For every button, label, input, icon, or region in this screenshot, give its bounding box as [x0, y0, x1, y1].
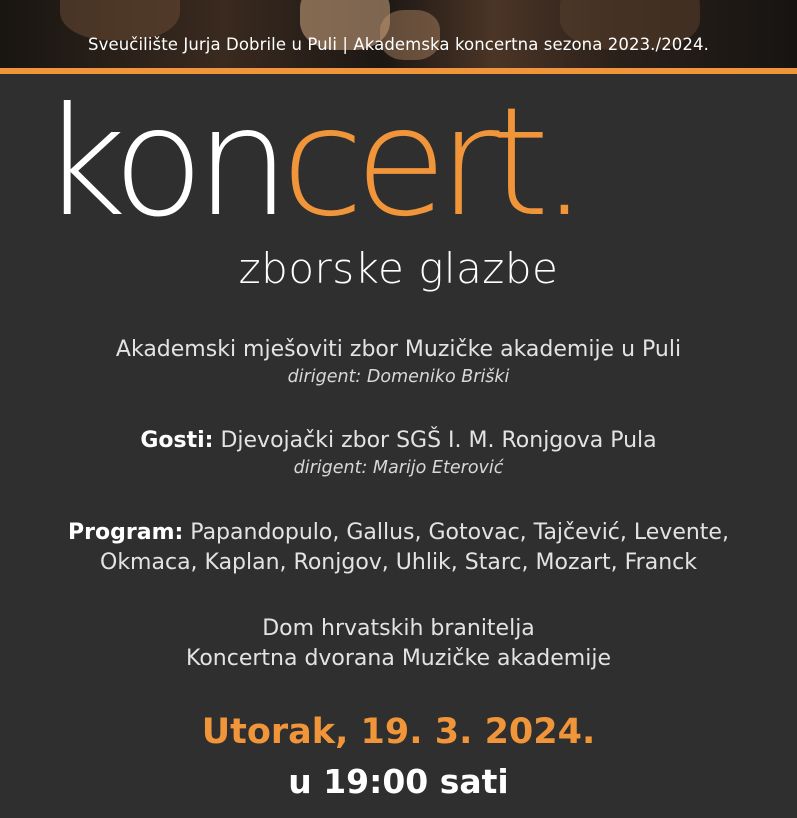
venue-line-1: Dom hrvatskih branitelja: [262, 616, 535, 641]
guests-block: [0, 426, 797, 480]
photo-detail: [60, 0, 180, 40]
concert-time: u 19:00 sati: [288, 762, 509, 801]
choir-block: [0, 335, 797, 389]
venue-block: [0, 614, 797, 674]
poster-title: [40, 78, 760, 248]
guests-conductor: dirigent: Marijo Eterović: [293, 458, 504, 478]
title-part-orange: cert.: [281, 76, 580, 250]
choir-conductor: dirigent: Domeniko Briški: [287, 367, 510, 387]
program-line-2: Okmaca, Kaplan, Ronjgov, Uhlik, Starc, Mozart, Franck: [100, 550, 697, 575]
program-label: Program:: [68, 520, 184, 545]
poster-subtitle: zborske glazbe: [238, 244, 559, 293]
choir-name: Akademski mješoviti zbor Muzičke akademije u Puli: [115, 337, 682, 362]
header-text: Sveučilište Jurja Dobrile u Puli | Akademska koncertna sezona 2023./2024.: [88, 35, 709, 54]
concert-date: Utorak, 19. 3. 2024.: [201, 712, 596, 752]
program-line-1: [0, 518, 797, 548]
title-part-white: kon: [40, 76, 282, 250]
program-block: [0, 518, 797, 578]
header-photo-band: [0, 0, 797, 68]
guests-label: Gosti:: [140, 428, 214, 453]
guests-name: Djevojački zbor SGŠ I. M. Ronjgova Pula: [213, 428, 657, 453]
program-composers-1: Papandopulo, Gallus, Gotovac, Tajčević, Levente,: [183, 520, 729, 545]
orange-divider: [0, 68, 797, 74]
guests-line: [0, 426, 797, 456]
venue-line-2: Koncertna dvorana Muzičke akademije: [185, 646, 611, 671]
